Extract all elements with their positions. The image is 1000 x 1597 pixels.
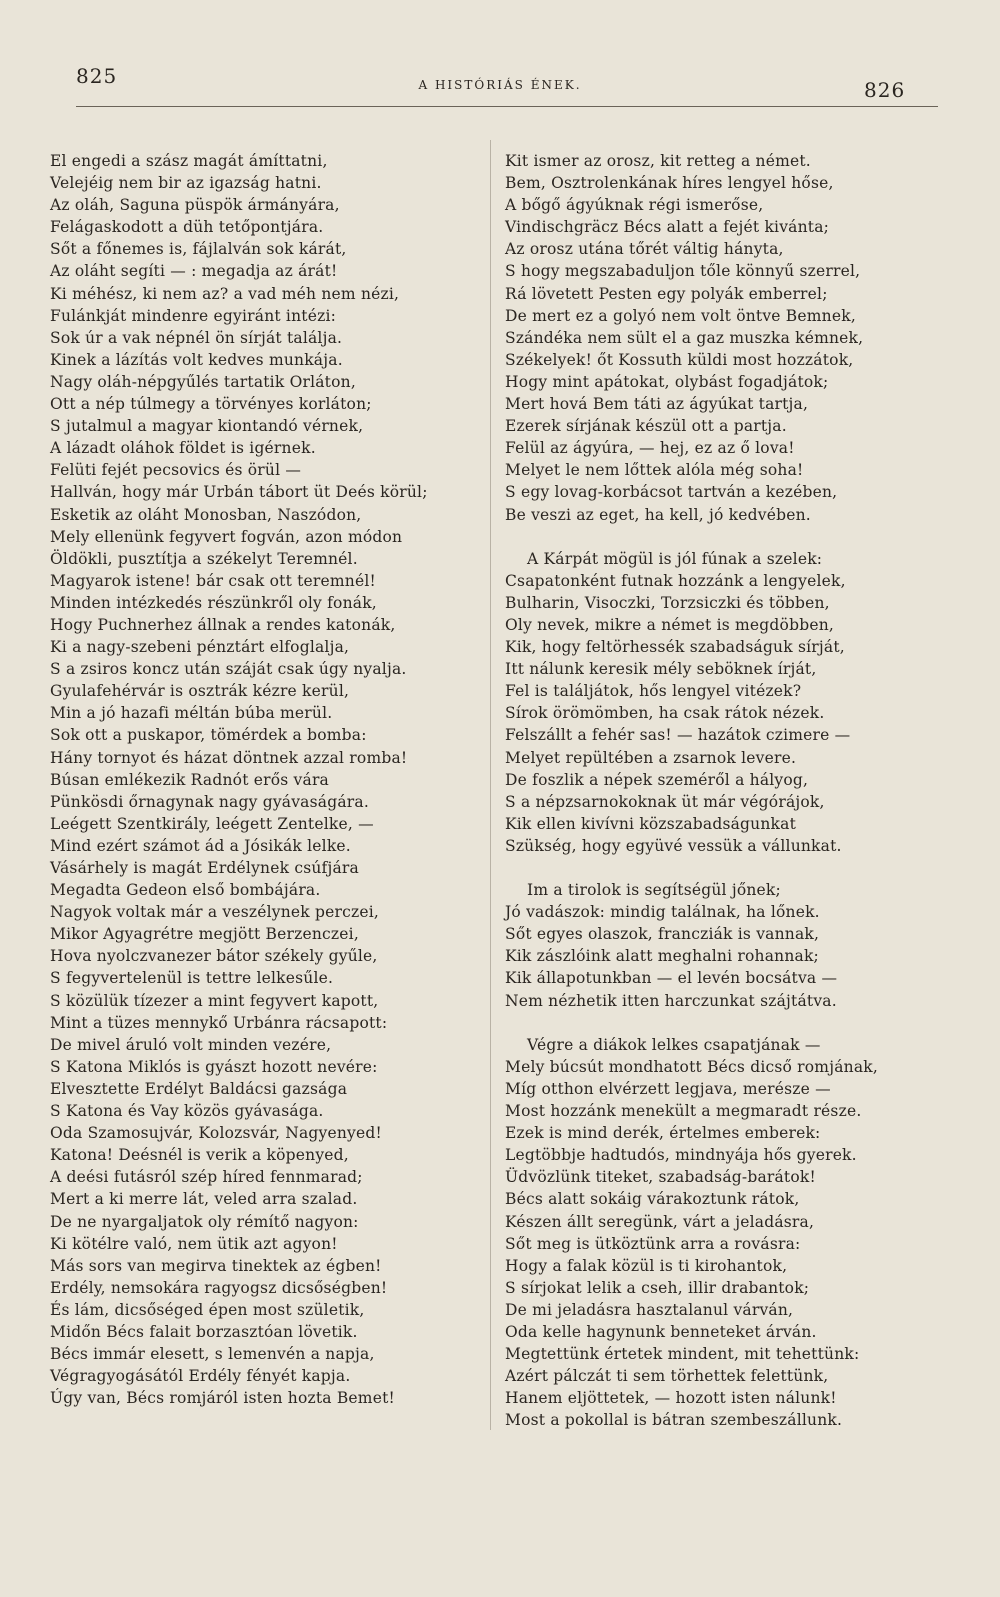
poem-line: Megadta Gedeon első bombájára. [50, 881, 321, 900]
stanza-gap [505, 1012, 935, 1034]
running-title: A HISTÓRIÁS ÉNEK. [418, 78, 582, 92]
poem-line: Felágaskodott a düh tetőpontjára. [50, 218, 324, 237]
poem-line: S Katona Miklós is gyászt hozott nevére: [50, 1057, 378, 1076]
page-number-right: 826 [864, 78, 906, 102]
poem-line: Hogy a falak közül is ti kirohantok, [505, 1256, 788, 1275]
poem-line: Kinek a lázítás volt kedves munkája. [50, 350, 343, 369]
poem-line: Itt nálunk keresik mély seböknek írját, [505, 660, 817, 679]
poem-line: S fegyvertelenül is tettre lelkesűle. [50, 969, 334, 988]
poem-line: Az oláh, Saguna püspök ármányára, [50, 196, 340, 215]
poem-line: Készen állt seregünk, várt a jeladásra, [505, 1212, 815, 1231]
poem-line: Most a pokollal is bátran szembeszállunk. [505, 1411, 843, 1430]
poem-line: Erdély, nemsokára ragyogsz dicsőségben! [50, 1278, 388, 1297]
poem-line: Mikor Agyagrétre megjött Berzenczei, [50, 925, 359, 944]
poem-line: Más sors van megirva tinektek az égben! [50, 1256, 382, 1275]
poem-line: Sok ott a puskapor, tömérdek a bomba: [50, 726, 367, 745]
column-divider [490, 140, 491, 1430]
poem-line: Elvesztette Erdélyt Baldácsi gazsága [50, 1079, 348, 1098]
poem-line: De mert ez a golyó nem volt öntve Bemnek, [505, 306, 856, 325]
poem-line: S Katona és Vay közös gyávasága. [50, 1102, 324, 1121]
stanza-gap [505, 526, 935, 548]
poem-line: A bőgő ágyúknak régi ismerőse, [505, 196, 764, 215]
poem-line: Oda Szamosujvár, Kolozsvár, Nagyenyed! [50, 1124, 382, 1143]
poem-line: Bécs immár elesett, s lemenvén a napja, [50, 1345, 375, 1364]
poem-line: Az oláht segíti — : megadja az árát! [50, 262, 338, 281]
poem-line: A Kárpát mögül is jól fúnak a szelek: [527, 549, 823, 568]
poem-line: Míg otthon elvérzett legjava, merésze — [505, 1079, 831, 1098]
poem-line: Az orosz utána tőrét váltig hányta, [505, 240, 784, 259]
poem-line: Hallván, hogy már Urbán tábort üt Deés körül; [50, 483, 428, 502]
poem-line: Azért pálczát ti sem törhettek felettünk, [505, 1367, 829, 1386]
poem-line: Oda kelle hagynunk benneteket árván. [505, 1322, 817, 1341]
poem-line: A deési futásról szép híred fennmarad; [50, 1168, 363, 1187]
poem-line: El engedi a szász magát ámíttatni, [50, 152, 328, 170]
poem-line: A lázadt oláhok földet is igérnek. [50, 439, 316, 458]
poem-line: Leégett Szentkirály, leégett Zentelke, — [50, 814, 374, 833]
poem-line: Mely búcsút mondhatott Bécs dicső romjának, [505, 1057, 878, 1076]
poem-line: Rá lövetett Pesten egy polyák emberrel; [505, 284, 828, 303]
poem-line: Mely ellenünk fegyvert fogván, azon módon [50, 527, 403, 546]
poem-line: Pünkösdi őrnagynak nagy gyávaságára. [50, 792, 369, 811]
poem-line: Székelyek! őt Kossuth küldi most hozzátok, [505, 350, 854, 369]
poem-line: S sírjokat lelik a cseh, illir drabantok; [505, 1278, 810, 1297]
poem-line: Ezek is mind derék, értelmes emberek: [505, 1124, 821, 1143]
poem-line: Ki kötélre való, nem ütik azt agyon! [50, 1234, 338, 1253]
poem-line: S a zsiros koncz után száját csak úgy nyalja. [50, 660, 407, 679]
poem-line: Velejéig nem bir az igazság hatni. [50, 174, 322, 193]
poem-line: Mert hová Bem táti az ágyúkat tartja, [505, 395, 809, 414]
poem-line: Ki a nagy-szebeni pénztárt elfoglalja, [50, 638, 350, 657]
poem-line: Felszállt a fehér sas! — hazátok czimere — [505, 726, 851, 745]
poem-line: Mind ezért számot ád a Jósikák lelke. [50, 836, 351, 855]
poem-line: S közülük tízezer a mint fegyvert kapott, [50, 991, 379, 1010]
poem-line: Katona! Deésnél is verik a köpenyed, [50, 1146, 349, 1165]
poem-line: Minden intézkedés részünkről oly fonák, [50, 593, 377, 612]
header-rule [76, 106, 938, 107]
stanza-gap [505, 857, 935, 879]
poem-line: Melyet le nem lőttek alóla még soha! [505, 461, 804, 480]
poem-line: S a népzsarnokoknak üt már végórájok, [505, 792, 825, 811]
page-header [0, 0, 1000, 120]
poem-line: Nem nézhetik itten harczunkat szájtátva. [505, 991, 837, 1010]
poem-line: Oly nevek, mikre a német is megdöbben, [505, 615, 834, 634]
poem-line: Hogy Puchnerhez állnak a rendes katonák, [50, 615, 396, 634]
poem-line: Csapatonként futnak hozzánk a lengyelek, [505, 571, 846, 590]
poem-line: Sőt a főnemes is, fájlalván sok kárát, [50, 240, 347, 259]
poem-line: S egy lovag-korbácsot tartván a kezében, [505, 483, 838, 502]
poem-line: Legtöbbje hadtudós, mindnyája hős gyerek. [505, 1146, 857, 1165]
poem-line: Hanem eljöttetek, — hozott isten nálunk! [505, 1389, 837, 1408]
poem-line: De foszlik a népek szeméről a hályog, [505, 770, 809, 789]
poem-line: Kit ismer az orosz, kit retteg a német. [505, 152, 811, 170]
poem-line: Szándéka nem sült el a gaz muszka kémnek, [505, 328, 864, 347]
poem-line: Mert a ki merre lát, veled arra szalad. [50, 1190, 358, 1209]
poem-line: Ki méhész, ki nem az? a vad méh nem nézi, [50, 284, 400, 303]
poem-line: Ott a nép túlmegy a törvényes korláton; [50, 395, 372, 414]
poem-line: Fulánkját mindenre egyiránt intézi: [50, 306, 337, 325]
poem-line: De mi jeladásra hasztalanul várván, [505, 1300, 794, 1319]
poem-line: Magyarok istene! bár csak ott teremnél! [50, 571, 376, 590]
poem-line: Melyet repültében a zsarnok levere. [505, 748, 797, 767]
poem-line: Végre a diákok lelkes csapatjának — [527, 1035, 821, 1054]
poem-line: Fel is találjátok, hős lengyel vitézek? [505, 682, 802, 701]
poem-line: Felüti fejét pecsovics és örül — [50, 461, 302, 480]
poem-line: Most hozzánk menekült a megmaradt része. [505, 1102, 862, 1121]
poem-line: S jutalmul a magyar kiontandó vérnek, [50, 417, 364, 436]
poem-line: Nagyok voltak már a veszélynek perczei, [50, 903, 380, 922]
poem-line: Sírok örömömben, ha csak rátok nézek. [505, 704, 825, 723]
poem-line: Bécs alatt sokáig várakoztunk rátok, [505, 1190, 800, 1209]
poem-line: Bem, Osztrolenkának híres lengyel hőse, [505, 174, 834, 193]
poem-line: Sok úr a vak népnél ön sírját találja. [50, 328, 343, 347]
poem-line: De mivel áruló volt minden vezére, [50, 1035, 332, 1054]
poem-line: Min a jó hazafi méltán búba merül. [50, 704, 333, 723]
poem-line: Hova nyolczvanezer bátor székely gyűle, [50, 947, 378, 966]
poem-line: Mint a tüzes mennykő Urbánra rácsapott: [50, 1013, 388, 1032]
poem-line: De ne nyargaljatok oly rémítő nagyon: [50, 1212, 359, 1231]
poem-line: Kik, hogy feltörhessék szabadságuk sírját, [505, 638, 845, 657]
right-column [505, 150, 935, 1431]
poem-line: Gyulafehérvár is osztrák kézre kerül, [50, 682, 350, 701]
poem-line: Sőt egyes olaszok, francziák is vannak, [505, 925, 820, 944]
poem-line: Sőt meg is ütköztünk arra a rovásra: [505, 1234, 801, 1253]
poem-line: Megtettünk értetek mindent, mit tehettünk: [505, 1345, 860, 1364]
left-column [50, 150, 480, 1409]
poem-line: És lám, dicsőséged épen most születik, [50, 1300, 365, 1319]
poem-line: Üdvözlünk titeket, szabadság-barátok! [505, 1168, 816, 1187]
poem-line: Nagy oláh-népgyűlés tartatik Orláton, [50, 372, 356, 391]
poem-line: Végragyogásától Erdély fényét kapja. [50, 1367, 351, 1386]
poem-line: Úgy van, Bécs romjáról isten hozta Bemet! [50, 1389, 395, 1408]
poem-line: Öldökli, pusztítja a székelyt Teremnél. [50, 549, 358, 568]
poem-line: Kik állapotunkban — el levén bocsátva — [505, 969, 838, 988]
poem-line: Búsan emlékezik Radnót erős vára [50, 770, 329, 789]
poem-line: Szükség, hogy együvé vessük a vállunkat. [505, 836, 842, 855]
poem-line: Kik zászlóink alatt meghalni rohannak; [505, 947, 819, 966]
poem-line: Vindischgräcz Bécs alatt a fejét kivánta; [505, 218, 830, 237]
poem-line: Im a tirolok is segítségül jőnek; [527, 881, 781, 900]
poem-line: Vásárhely is magát Erdélynek csúfjára [50, 859, 359, 877]
poem-line: Hány tornyot és házat döntnek azzal romba! [50, 748, 408, 767]
poem-line: Kik ellen kivívni közszabadságunkat [505, 814, 796, 833]
poem-line: Jó vadászok: mindig találnak, ha lőnek. [505, 903, 820, 922]
poem-line: Midőn Bécs falait borzasztóan lövetik. [50, 1322, 358, 1341]
poem-line: Esketik az oláht Monosban, Naszódon, [50, 505, 362, 524]
poem-line: S hogy megszabaduljon tőle könnyű szerrel, [505, 262, 861, 281]
poem-line: Bulharin, Visoczki, Torzsiczki és többen, [505, 593, 830, 612]
poem-line: Ezerek sírjának készül ott a partja. [505, 417, 787, 436]
page-number-left: 825 [76, 64, 118, 88]
poem-line: Hogy mint apátokat, olybást fogadjátok; [505, 372, 829, 391]
poem-line: Felül az ágyúra, — hej, ez az ő lova! [505, 439, 795, 458]
poem-line: Be veszi az eget, ha kell, jó kedvében. [505, 505, 811, 524]
